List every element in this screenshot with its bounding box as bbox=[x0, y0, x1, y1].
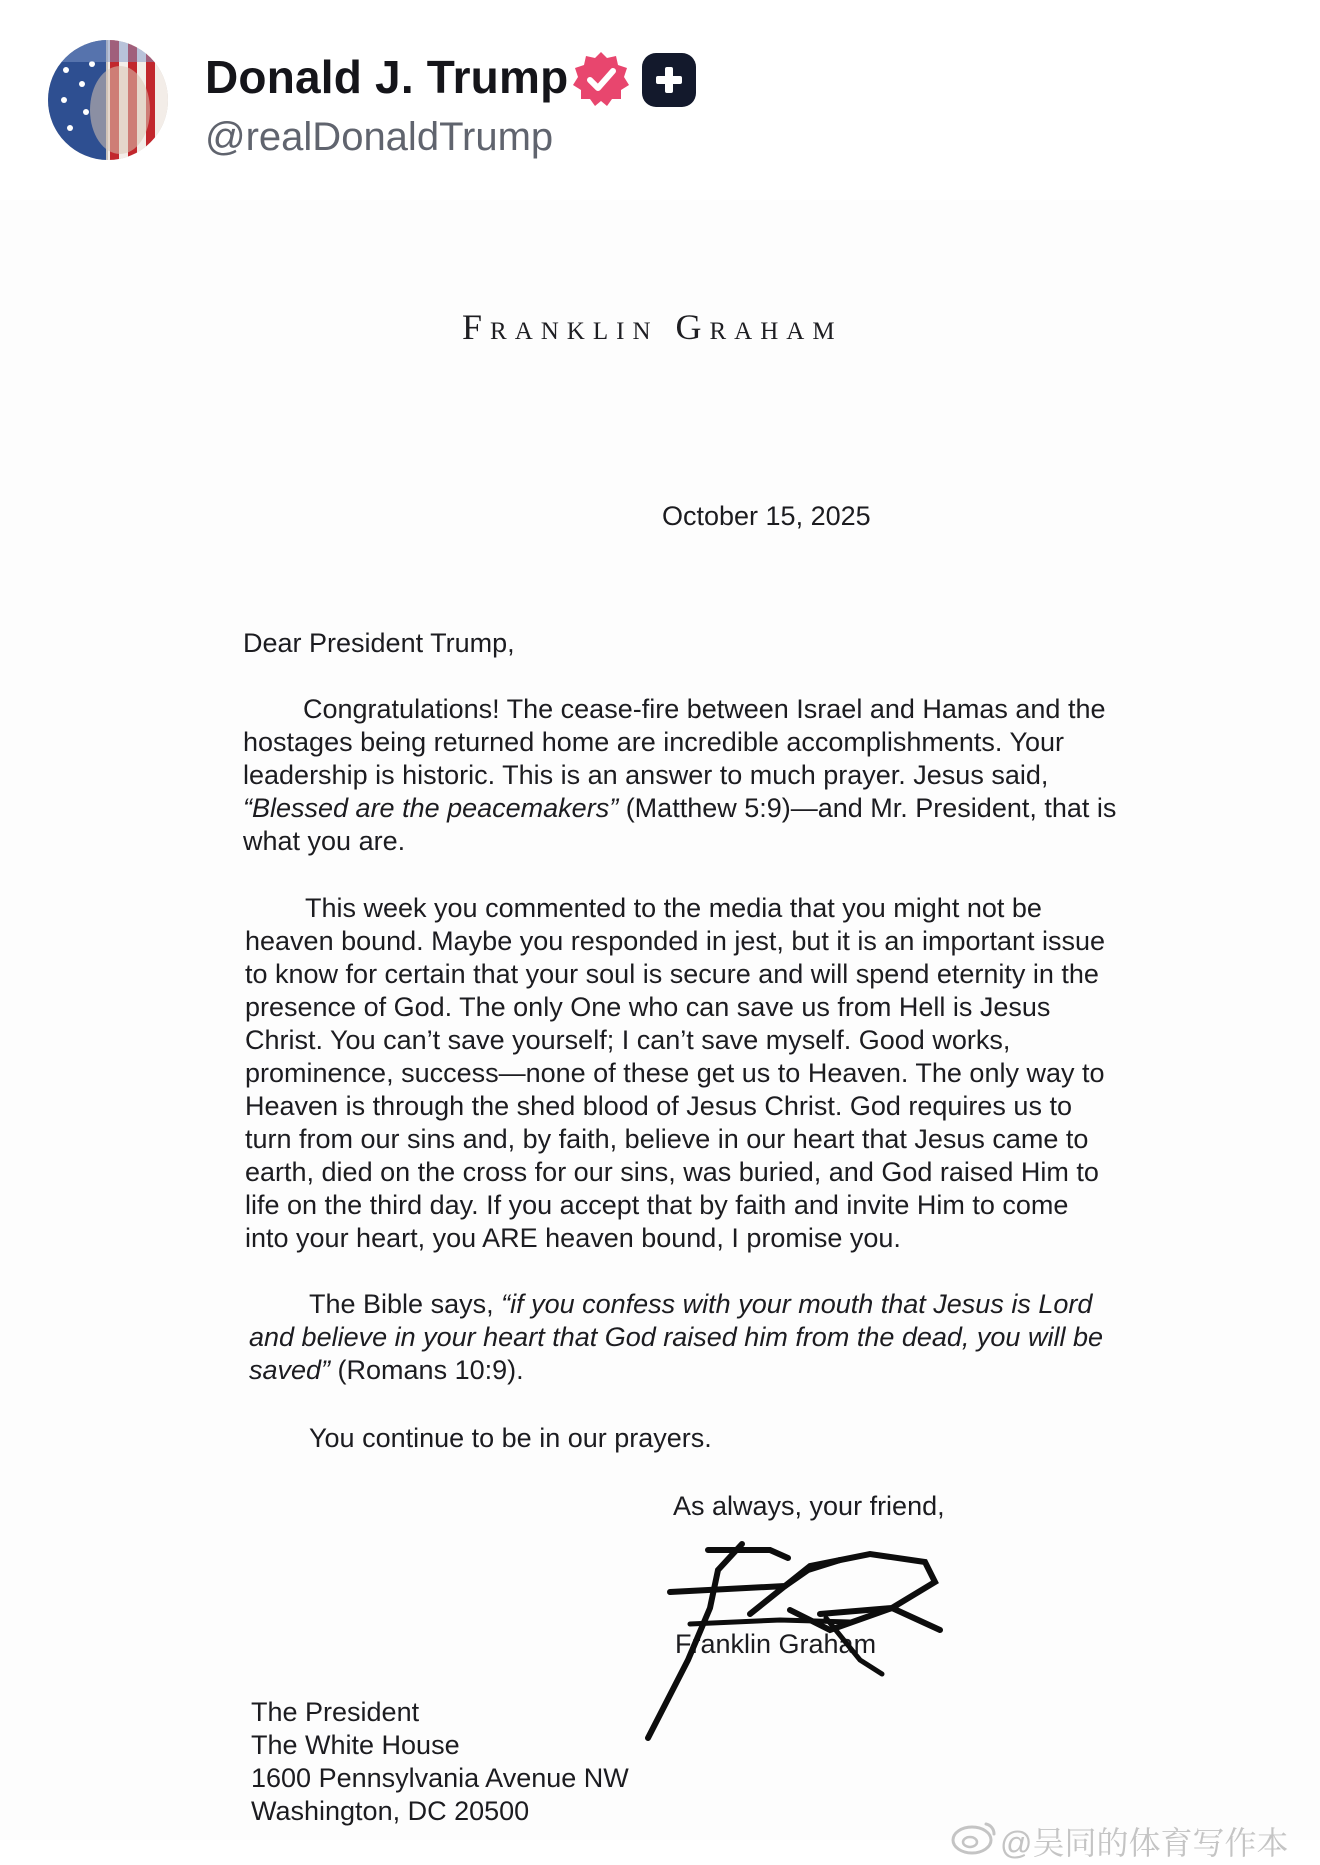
letter-line: earth, died on the cross for our sins, was buried, and God raised Him to bbox=[245, 1157, 1099, 1187]
letter-line: heaven bound. Maybe you responded in jest, but it is an important issue bbox=[245, 926, 1106, 956]
verified-badge-icon bbox=[572, 50, 630, 108]
letter-line: to know for certain that your soul is secure and will spend eternity in the bbox=[245, 959, 1099, 989]
scripture-reference: (Romans 10:9). bbox=[330, 1355, 524, 1385]
address-line: 1600 Pennsylvania Avenue NW bbox=[251, 1763, 629, 1793]
scripture-quote: “if you confess with your mouth that Jesus is Lord bbox=[501, 1289, 1093, 1319]
weibo-icon bbox=[948, 1816, 1000, 1856]
letter-line: Christ. You can’t save yourself; I can’t save myself. Good works, bbox=[245, 1025, 1011, 1055]
letter-line: leadership is historic. This is an answer to much prayer. Jesus said, bbox=[243, 760, 1049, 790]
letter-line: This week you commented to the media that you might not be bbox=[305, 893, 1042, 923]
letter-line: Heaven is through the shed blood of Jesus Christ. God requires us to bbox=[245, 1091, 1072, 1121]
display-name[interactable]: Donald J. Trump bbox=[205, 51, 569, 103]
address-line: The President bbox=[251, 1697, 420, 1727]
salutation: Dear President Trump, bbox=[243, 628, 515, 658]
avatar[interactable] bbox=[48, 40, 168, 160]
letter-line: prominence, success—none of these get us to Heaven. The only way to bbox=[245, 1058, 1105, 1088]
bible-lead: The Bible says, bbox=[309, 1289, 502, 1319]
scripture-quote: “Blessed are the peacemakers” bbox=[243, 793, 619, 823]
handwritten-signature bbox=[630, 1510, 970, 1760]
scripture-reference: (Matthew 5:9)—and Mr. President, that is bbox=[618, 793, 1117, 823]
address-line: Washington, DC 20500 bbox=[251, 1796, 530, 1826]
address-line: The White House bbox=[251, 1730, 460, 1760]
letter-line: presence of God. The only One who can save us from Hell is Jesus bbox=[245, 992, 1051, 1022]
letter-line bbox=[309, 1288, 1092, 1321]
scripture-quote: saved” bbox=[249, 1355, 331, 1385]
closing: As always, your friend, bbox=[673, 1491, 945, 1521]
letter-line: what you are. bbox=[243, 826, 406, 856]
scripture-quote: and believe in your heart that God raised him from the dead, you will be bbox=[249, 1322, 1103, 1352]
letter-line bbox=[243, 792, 1116, 825]
letter-line: hostages being returned home are incredible accomplishments. Your bbox=[243, 727, 1064, 757]
letter-line: turn from our sins and, by faith, believe in our heart that Jesus came to bbox=[245, 1124, 1089, 1154]
letter-line: You continue to be in our prayers. bbox=[309, 1423, 712, 1453]
letter-line bbox=[249, 1354, 524, 1387]
letter-line bbox=[249, 1321, 1103, 1354]
letter-line: Congratulations! The cease-fire between Israel and Hamas and the bbox=[303, 694, 1106, 724]
letter-line: into your heart, you ARE heaven bound, I promise you. bbox=[245, 1223, 901, 1253]
watermark: @吴同的体育写作本 bbox=[1000, 1825, 1289, 1861]
signature-name: Franklin Graham bbox=[675, 1629, 877, 1659]
letterhead: Franklin Graham bbox=[462, 307, 843, 347]
avatar-image bbox=[48, 40, 168, 160]
handle[interactable]: @realDonaldTrump bbox=[205, 115, 554, 159]
plus-icon[interactable] bbox=[642, 53, 696, 107]
letter-line: life on the third day. If you accept that by faith and invite Him to come bbox=[245, 1190, 1069, 1220]
letter-date: October 15, 2025 bbox=[662, 501, 871, 531]
